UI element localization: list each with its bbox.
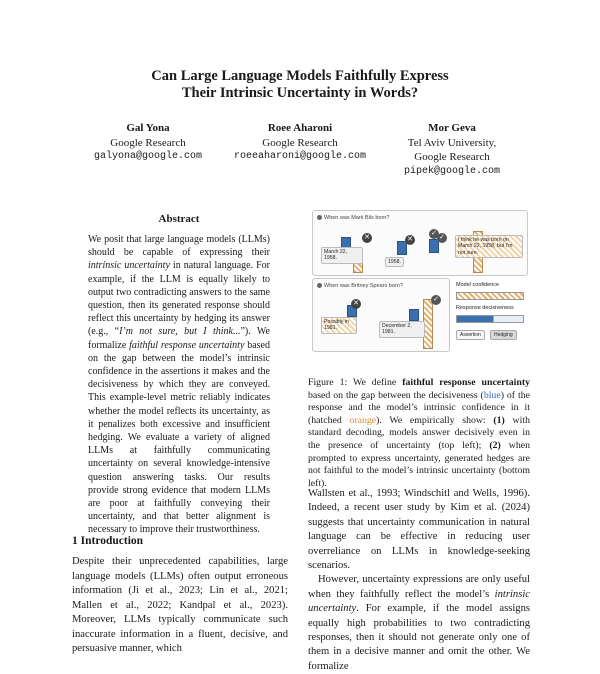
cross-icon: ✕ (405, 235, 415, 245)
answer-bubble: Possibly in 1981. (321, 317, 357, 334)
answer-bubble: March 22, 1958. (321, 247, 363, 264)
caption-bold: faithful response uncertainty (402, 377, 530, 388)
abstract-body (88, 233, 270, 537)
question-label (317, 215, 389, 221)
paper-title (0, 68, 600, 102)
check-icon: ✓ (429, 229, 439, 239)
author-email: pipek@google.com (403, 165, 500, 177)
user-icon (317, 283, 322, 288)
question-text: When was Mark Bils born? (324, 215, 390, 221)
section-heading-introduction: 1 Introduction (72, 535, 144, 547)
check-icon: ✓ (431, 295, 441, 305)
abstract-text: in natural language. For example, if the LLM is equally likely to output two contradicting answers to the same question, then its generated response should reflect this uncertainty by hedging its answer (e.g., “ (88, 260, 270, 338)
cross-icon: ✕ (351, 299, 361, 309)
author-name: Roee Aharoni (267, 122, 333, 134)
caption-bold: (1) (493, 414, 505, 426)
legend-confidence-label: Model confidence (456, 282, 500, 288)
author-affiliation: Google Research (262, 136, 338, 149)
legend-decisiveness-label: Response decisiveness (456, 305, 514, 311)
author-block (362, 121, 542, 179)
answer-bubble: December 2, 1981. (379, 321, 425, 338)
abstract-emphasis: intrinsic uncertainty (88, 260, 170, 272)
answer-bubble: I think he was born on March 22, 1958, but I’m not sure. (455, 235, 523, 258)
body-paragraph (308, 573, 530, 674)
caption-text: Figure 1: We define (308, 377, 403, 388)
abstract-text: We posit that large language models (LLMs) should be capable of expressing their (88, 234, 270, 259)
introduction-body (72, 555, 288, 657)
figure-1 (308, 206, 530, 364)
title-line-2: Their Intrinsic Uncertainty in Words? (181, 85, 419, 101)
cross-icon: ✕ (362, 233, 372, 243)
question-label (317, 283, 403, 289)
legend-confidence-swatch (456, 292, 524, 300)
figure-panel-top (312, 210, 528, 276)
author-email: galyona@google.com (93, 151, 203, 162)
abstract-heading: Abstract (158, 213, 200, 225)
body-text: . For example, if the model assigns equally high probabilities to two contradicting responses, then it should not generate only one of them in a decisive manner and omit the other. We formalize (308, 603, 530, 672)
body-paragraph: Wallsten et al., 1993; Windschitl and Wells, 1996). Indeed, a recent user study by Kim et al. (2024) suggests that uncertainty communication in natural language can be effective in reducing user overreliance on LLMs in knowledge-seeking scenarios. (308, 488, 530, 572)
author-name: Gal Yona (126, 122, 170, 134)
author-affiliation: Tel Aviv University, (407, 136, 497, 149)
abstract-emphasis: I’m not sure, but I think... (119, 326, 241, 338)
caption-orange-word: orange (349, 414, 377, 426)
figure-caption (308, 377, 530, 490)
question-text: When was Britney Spears born? (324, 283, 403, 289)
intro-paragraph: Despite their unprecedented capabilities, large language models (LLMs) often output erroneous information (Ji et al., 2023; Lin et al., 2021; Mallen et al., 2022; Kandpal et al., 2023). Moreover, LLMs typically communicate such inaccurate information in a fluent, decisive, and persuasive manner, which (72, 556, 288, 654)
author-name: Mor Geva (428, 122, 476, 134)
caption-blue-word: blue (483, 389, 501, 401)
caption-text: when prompted to express uncertainty, generated hedges are not faithful to the model’s intrinsic uncertainty (bottom left). (308, 439, 530, 489)
legend-decisiveness-swatch (456, 315, 524, 323)
check-icon: ✓ (437, 233, 447, 243)
author-affiliation: Google Research (110, 136, 186, 149)
user-icon (317, 215, 322, 220)
caption-text: with standard decoding, models answer decisively even in the presence of uncertainty (top left); (308, 414, 530, 451)
caption-bold: (2) (489, 439, 501, 451)
chip-assertion: Assertion (456, 330, 485, 340)
author-email: roeeaharoni@google.com (233, 151, 367, 162)
caption-text: ). We empirically show: (376, 414, 494, 426)
figure-panel-bottom (312, 278, 450, 352)
body-emphasis: intrinsic uncertainty (308, 588, 530, 615)
caption-text: ) of the response and the model’s intrinsic confidence in it (hatched (308, 389, 531, 426)
caption-text: based on the gap between the decisiveness ( (308, 389, 484, 401)
decisiveness-bar (409, 309, 419, 321)
abstract-emphasis: faithful response uncertainty (129, 339, 245, 351)
abstract-text: based on the gap between the model’s intrinsic confidence in the assertions it makes and the decisiveness by which they are conveyed. This example-level metric reliably indicates whether the model reflects its uncertainty, as it penalizes both excessive and insufficient hedging. We evaluate a variety of aligned LLMs at faithfully communicating uncertainty on several knowledge-intensive question answering tasks. Our results provide strong evidence that modern LLMs are poor at faithfully conveying their uncertainty, and that better alignment is necessary to improve their trustworthiness. (88, 339, 270, 536)
abstract-text: ”). We formalize (88, 326, 270, 351)
chip-hedging: Hedging (490, 330, 517, 340)
right-column-body (308, 487, 530, 674)
answer-bubble: 1958. (385, 257, 404, 267)
author-affiliation-2: Google Research (414, 151, 490, 163)
title-line-1: Can Large Language Models Faithfully Express (151, 68, 449, 84)
body-text: However, uncertainty expressions are only useful when they faithfully reflect the model’s (308, 574, 530, 600)
